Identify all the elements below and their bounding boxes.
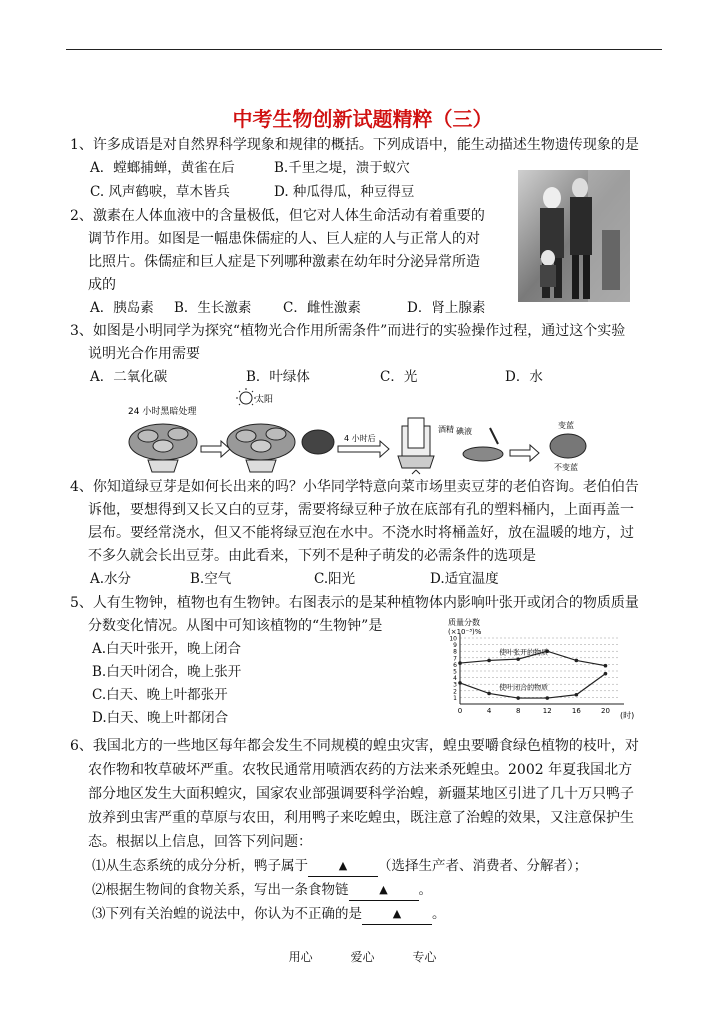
q1-stem: 1、许多成语是对自然界科学现象和规律的概括。下列成语中，能生动描述生物遗传现象的是	[70, 137, 639, 153]
q4-line-1: 4、你知道绿豆芽是如何长出来的吗？小华同学特意向菜市场里卖豆芽的老伯咨询。老伯伯告	[70, 479, 639, 495]
data-point	[458, 681, 462, 685]
page-footer	[0, 948, 725, 965]
q6-sub-1	[92, 856, 587, 878]
q6-sub-3	[92, 904, 446, 926]
q5-line-1: 5、人有生物钟，植物也有生物钟。右图表示的是某种植物体内影响叶张开或闭合的物质质量	[70, 595, 639, 611]
sun-icon	[236, 388, 256, 405]
data-point	[575, 693, 579, 697]
q5-option-b: B.白天叶闭合，晚上张开	[92, 664, 242, 680]
q6-sub-3-blank[interactable]	[362, 903, 432, 925]
y-tick-label: 10	[449, 635, 457, 643]
y-tick-label: 6	[453, 661, 457, 669]
iodine-label: 碘液	[456, 427, 472, 436]
series-label-1: 使叶张开的物质	[499, 648, 549, 657]
q1-option-b: B.千里之堤，溃于蚁穴	[274, 160, 410, 176]
hormone-comparison-photo	[518, 170, 630, 302]
q6-sub-2-blank[interactable]	[349, 879, 419, 901]
potted-plant-2	[227, 424, 295, 472]
q6-sub-2-text-a: ⑵根据生物间的食物关系，写出一条食物链	[92, 882, 349, 898]
chart-yunit: (×10⁻³)%	[448, 628, 482, 636]
q3-option-d: D．水	[505, 369, 543, 385]
step-dark-label: 24 小时黑暗处理	[128, 407, 197, 417]
data-point	[575, 659, 579, 663]
q2-line-3: 比照片。侏儒症和巨人症是下列哪种激素在幼年时分泌异常所造	[88, 254, 480, 270]
triangle-icon: ▲	[338, 859, 348, 872]
y-tick-label: 1	[453, 694, 457, 702]
y-tick-label: 2	[453, 688, 457, 696]
y-tick-label: 7	[453, 655, 457, 663]
data-point	[545, 696, 549, 700]
data-point	[487, 692, 491, 696]
q3-line-2: 说明光合作用需要	[88, 346, 200, 362]
q6-sub-3-text-a: ⑶下列有关治蝗的说法中，你认为不正确的是	[92, 906, 362, 922]
chart-xunit: (时)	[620, 711, 635, 720]
data-point	[516, 696, 520, 700]
covered-leaf	[302, 430, 334, 454]
q6-sub-1-text-a: ⑴从生态系统的成分分析，鸭子属于	[92, 858, 308, 874]
footer-word-3: 专心	[412, 950, 437, 964]
x-tick-label: 8	[515, 707, 521, 715]
y-tick-label: 5	[453, 668, 457, 676]
q6-sub-1-blank[interactable]	[308, 855, 378, 877]
alcohol-water-bath	[398, 418, 434, 474]
footer-word-2: 爱心	[350, 950, 375, 964]
q2-option-a: A．胰岛素	[90, 300, 154, 316]
potted-plant-1	[129, 424, 197, 472]
data-point	[458, 661, 462, 665]
q3-option-b: B．叶绿体	[246, 369, 310, 385]
q4-line-4: 不多久就会长出豆芽。由此看来，下列不是种子萌发的必需条件的选项是	[88, 548, 536, 564]
q2-option-b: B．生长激素	[174, 300, 252, 316]
q6-sub-2-text-b: 。	[418, 882, 432, 898]
data-point	[604, 664, 608, 668]
y-tick-label: 9	[453, 642, 457, 650]
leaf-substance-chart	[446, 616, 646, 722]
x-tick-label: 16	[571, 707, 581, 715]
alcohol-label: 酒精	[438, 425, 454, 434]
q4-line-3: 层布。要经常浇水，但又不能将绿豆泡在水中。不浇水时将桶盖好，放在温暖的地方，过	[88, 525, 634, 541]
q2-line-1: 2、激素在人体血液中的含量极低，但它对人体生命活动有着重要的	[70, 208, 485, 224]
q6-sub-3-text-b: 。	[432, 906, 446, 922]
q3-option-a: A．二氧化碳	[90, 369, 168, 385]
q2-option-c: C．雌性激素	[283, 300, 361, 316]
q5-line-2: 分数变化情况。从图中可知该植物的“生物钟”是	[88, 618, 383, 634]
sun-label: 太阳	[255, 395, 274, 405]
q6-line-3: 部分地区发生大面积蝗灾，国家农业部强调要科学治蝗，新疆某地区引进了几十万只鸭子	[88, 786, 634, 802]
q6-line-2: 农作物和牧草破坏严重。农牧民通常用喷洒农药的方法来杀死蝗虫。2002 年夏我国北方	[88, 762, 633, 778]
q2-line-4: 成的	[88, 277, 116, 293]
q6-line-1: 6、我国北方的一些地区每年都会发生不同规模的蝗虫灾害，蝗虫要嚼食绿色植物的枝叶，对	[70, 738, 639, 754]
x-tick-label: 0	[457, 707, 463, 715]
q1-option-d: D. 种瓜得瓜，种豆得豆	[274, 184, 415, 200]
q2-option-d: D．肾上腺素	[407, 300, 486, 316]
q3-line-1: 3、如图是小明同学为探究“植物光合作用所需条件”而进行的实验操作过程，通过这个实验	[70, 323, 626, 339]
footer-word-1: 用心	[288, 950, 313, 964]
data-point	[487, 659, 491, 663]
step-4h-label: 4 小时后	[344, 434, 376, 443]
not-blue-label: 不变蓝	[554, 463, 578, 472]
series-label-2: 使叶闭合的物质	[499, 683, 549, 692]
data-point	[516, 657, 520, 661]
q5-option-d: D.白天、晚上叶都闭合	[92, 710, 229, 726]
arrow-1	[201, 441, 230, 457]
turns-blue-label: 变蓝	[558, 421, 574, 430]
q1-option-a: A．螳螂捕蝉，黄雀在后	[90, 160, 235, 176]
x-tick-label: 12	[542, 707, 552, 715]
q5-option-c: C.白天、晚上叶都张开	[92, 687, 228, 703]
q4-option-a: A.水分	[90, 571, 132, 587]
q6-sub-2	[92, 880, 432, 902]
chart-ylabel: 质量分数	[448, 618, 480, 627]
result-leaf	[550, 434, 586, 458]
x-tick-label: 20	[600, 707, 610, 715]
header-rule	[66, 49, 662, 50]
triangle-icon: ▲	[379, 883, 388, 896]
data-point	[604, 672, 608, 676]
arrow-3	[510, 445, 539, 461]
q1-option-c: C. 风声鹤唳，草木皆兵	[90, 184, 230, 200]
y-tick-label: 3	[453, 681, 457, 689]
q4-option-d: D.适宜温度	[430, 571, 499, 587]
photosynthesis-experiment-figure	[118, 388, 608, 476]
page-title: 中考生物创新试题精粹（三）	[232, 107, 493, 131]
q6-line-4: 放养到虫害严重的草原与农田，利用鸭子来吃蝗虫，既注意了治蝗的效果，又注意保护生	[88, 810, 634, 826]
y-tick-label: 4	[453, 675, 457, 683]
x-tick-label: 4	[486, 707, 492, 715]
q4-line-2: 诉他，要想得到又长又白的豆芽，需要将绿豆种子放在底部有孔的塑料桶内，上面再盖一	[88, 502, 634, 518]
q6-sub-1-text-b: （选择生产者、消费者、分解者）；	[378, 858, 588, 874]
q4-option-b: B.空气	[190, 571, 232, 587]
y-tick-label: 8	[453, 648, 457, 656]
q3-option-c: C．光	[380, 369, 418, 385]
q2-line-2: 调节作用。如图是一幅患侏儒症的人、巨人症的人与正常人的对	[88, 231, 480, 247]
q6-line-5: 态。根据以上信息，回答下列问题：	[88, 834, 312, 850]
triangle-icon: ▲	[392, 907, 402, 920]
q5-option-a: A.白天叶张开，晚上闭合	[92, 641, 242, 657]
arrow-2	[338, 441, 389, 457]
q4-option-c: C.阳光	[314, 571, 356, 587]
